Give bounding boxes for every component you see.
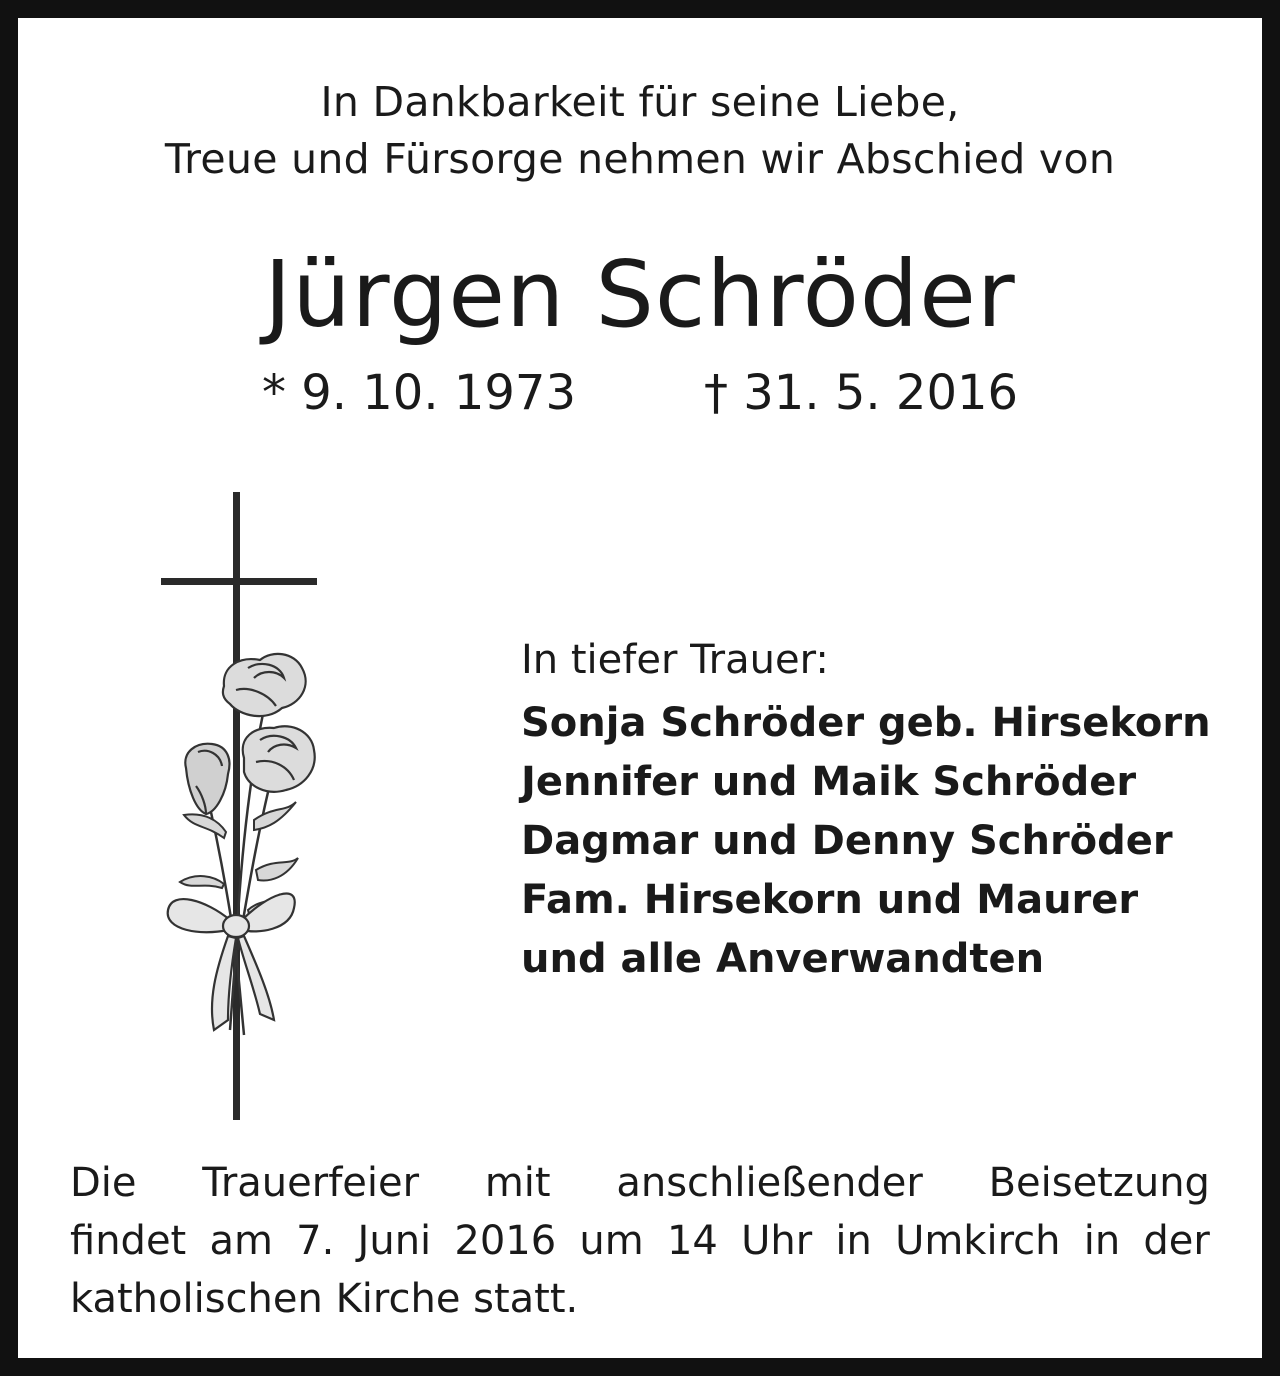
deceased-name: Jürgen Schröder: [264, 241, 1016, 348]
word: 2016: [454, 1218, 557, 1264]
funeral-line: [70, 1154, 1210, 1212]
word: am: [209, 1218, 273, 1264]
word: der: [1143, 1218, 1210, 1264]
intro-line: Treue und Fürsorge nehmen wir Abschied von: [164, 135, 1116, 183]
death-date: † 31. 5. 2016: [704, 365, 1019, 421]
intro-text: [18, 74, 1262, 188]
mourner-line: und alle Anverwandten: [521, 936, 1045, 982]
mourner-line: Jennifer und Maik Schröder: [521, 759, 1137, 805]
word: Die: [70, 1160, 137, 1206]
mourner-line: Dagmar und Denny Schröder: [521, 818, 1173, 864]
mourner-line: Sonja Schröder geb. Hirsekorn: [521, 700, 1211, 746]
word: Umkirch: [895, 1218, 1061, 1264]
funeral-line: [70, 1212, 1210, 1270]
mourners-block: [521, 630, 1241, 989]
word: Beisetzung: [988, 1160, 1210, 1206]
funeral-line: katholischen Kirche statt.: [70, 1276, 579, 1322]
word: um: [579, 1218, 644, 1264]
word: findet: [70, 1218, 187, 1264]
word: Uhr: [741, 1218, 813, 1264]
mourners-list: [521, 694, 1241, 989]
mourner-line: Fam. Hirsekorn und Maurer: [521, 877, 1139, 923]
cross-with-roses-icon: [136, 490, 336, 1122]
mourners-lead: In tiefer Trauer:: [521, 637, 829, 683]
birth-date: * 9. 10. 1973: [261, 365, 576, 421]
intro-line: In Dankbarkeit für seine Liebe,: [320, 78, 960, 126]
word: in: [835, 1218, 872, 1264]
word: Juni: [357, 1218, 432, 1264]
word: in: [1083, 1218, 1121, 1264]
word: 7.: [296, 1218, 335, 1264]
word: mit: [484, 1160, 551, 1206]
word: 14: [666, 1218, 718, 1264]
obituary-notice: [18, 18, 1262, 1358]
word: anschließender: [616, 1160, 923, 1206]
funeral-info: [70, 1154, 1210, 1328]
life-dates: [18, 363, 1262, 423]
word: Trauerfeier: [202, 1160, 420, 1206]
